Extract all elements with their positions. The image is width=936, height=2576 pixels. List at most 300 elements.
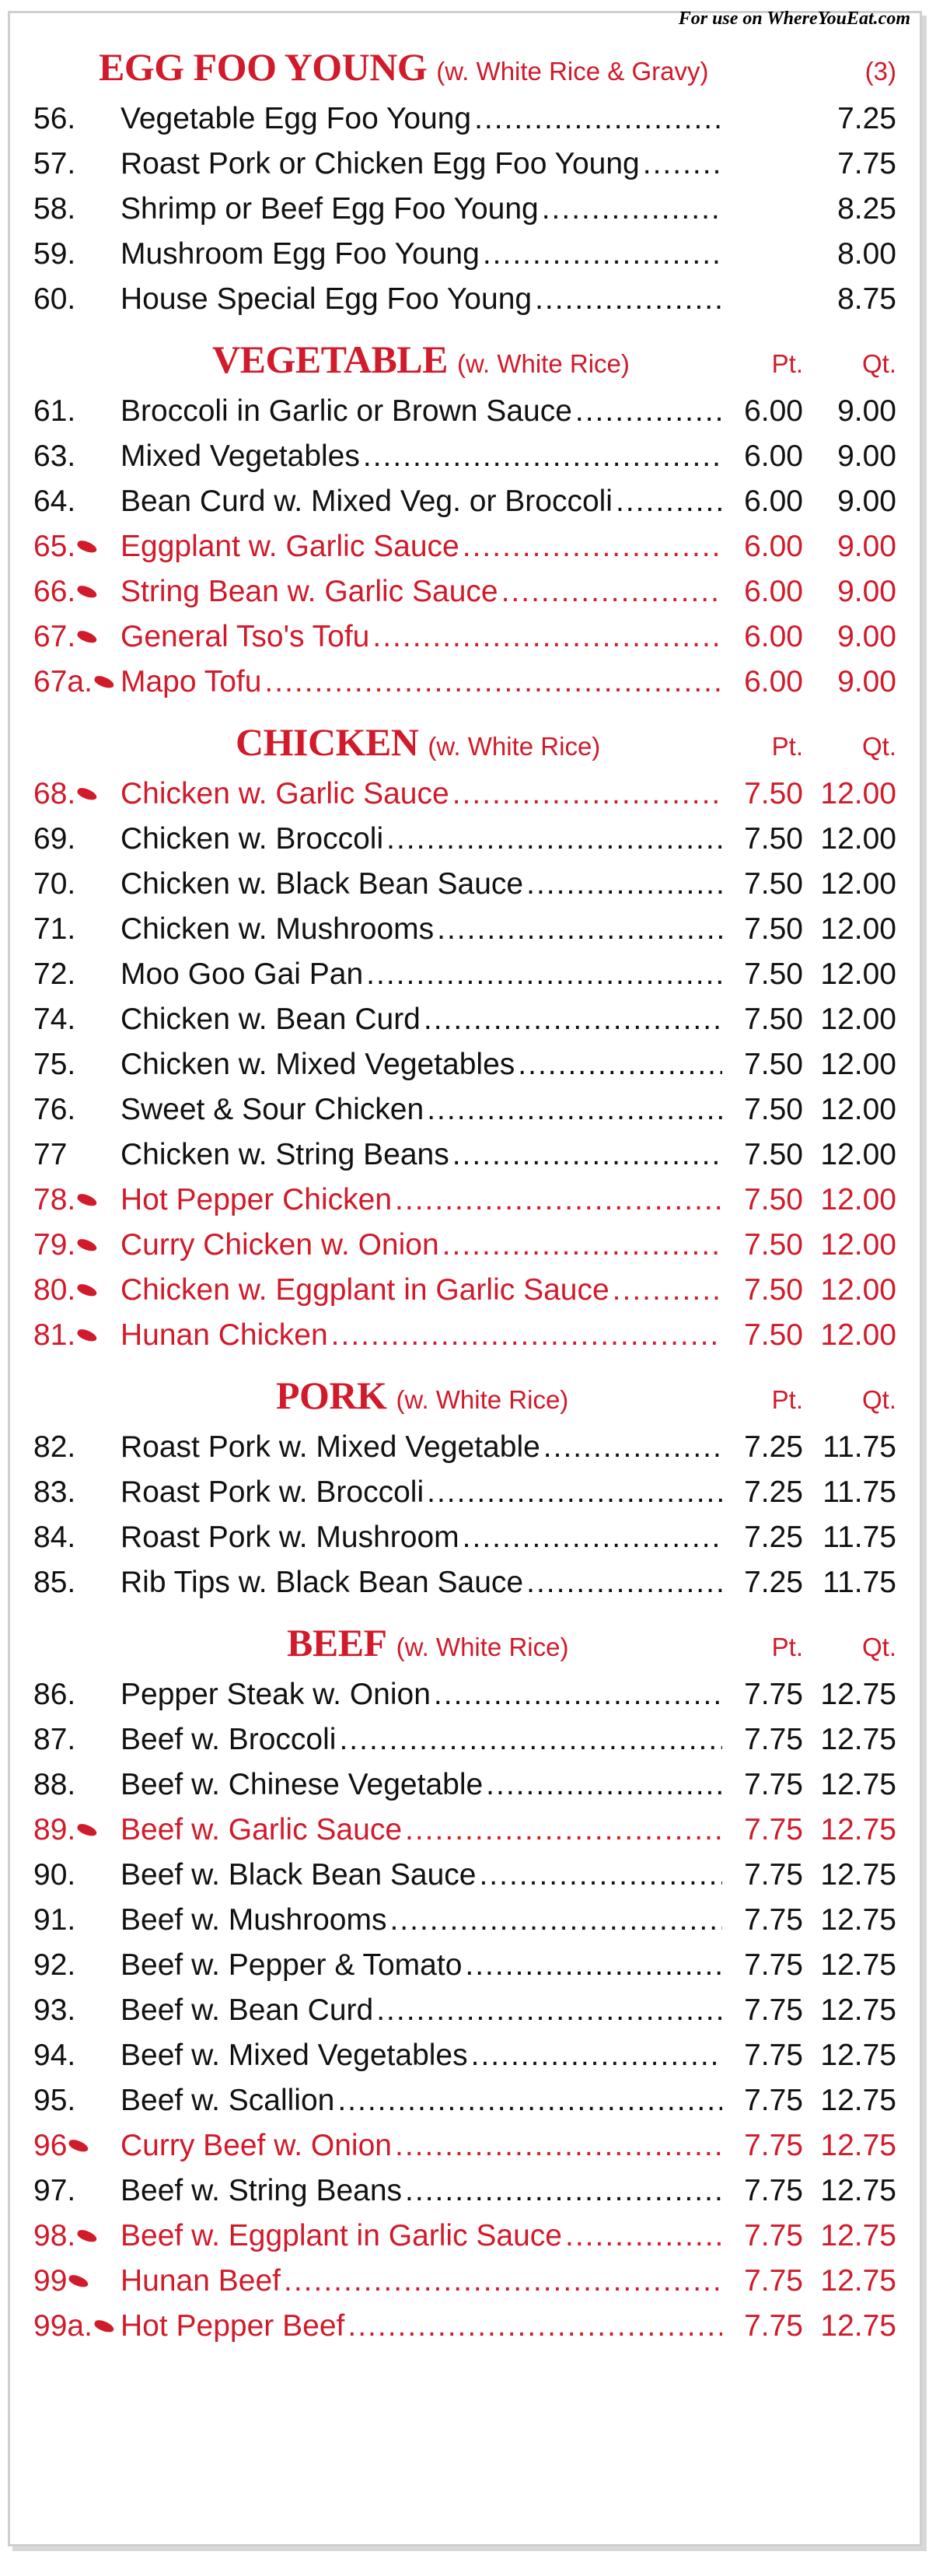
item-price-pint: 6.00 bbox=[744, 575, 803, 608]
item-price-pint: 7.75 bbox=[744, 1903, 803, 1937]
item-name: Vegetable Egg Foo Young bbox=[120, 102, 472, 135]
item-name: Hot Pepper Chicken bbox=[120, 1183, 393, 1216]
item-price-pint: 7.50 bbox=[744, 1138, 803, 1171]
item-name: Eggplant w. Garlic Sauce bbox=[120, 530, 459, 563]
item-number bbox=[33, 822, 120, 856]
item-price-pint: 7.75 bbox=[744, 2219, 803, 2252]
dot-leader bbox=[437, 912, 722, 947]
item-number-text: 71. bbox=[33, 912, 76, 946]
menu-item-row bbox=[33, 1566, 896, 1611]
item-name: Beef w. String Beans bbox=[120, 2174, 403, 2207]
item-price-quart: 12.75 bbox=[820, 1723, 896, 1756]
item-name: Hunan Beef bbox=[120, 2264, 281, 2298]
dot-leader bbox=[542, 192, 722, 226]
item-number bbox=[33, 1768, 120, 1802]
item-price-pint: 7.25 bbox=[744, 1521, 803, 1554]
item-name: Mixed Vegetables bbox=[120, 439, 360, 473]
item-price-quart: 12.75 bbox=[820, 2084, 896, 2117]
item-price-quart: 7.75 bbox=[837, 147, 896, 180]
item-price-pint: 7.75 bbox=[744, 1678, 803, 1711]
item-price-pint: 7.75 bbox=[744, 2039, 803, 2072]
item-number bbox=[33, 1948, 120, 1983]
dot-leader bbox=[479, 1858, 722, 1892]
item-price-quart: 11.75 bbox=[822, 1566, 896, 1599]
menu-item-row bbox=[33, 439, 896, 485]
hot-pepper-icon bbox=[76, 2228, 99, 2245]
item-name: Beef w. Garlic Sauce bbox=[120, 1813, 403, 1846]
item-number bbox=[33, 1138, 120, 1172]
item-number-text: 78. bbox=[33, 1183, 76, 1216]
menu-item-row bbox=[33, 620, 896, 665]
item-price-pint: 7.50 bbox=[744, 1228, 803, 1262]
item-number bbox=[33, 147, 120, 181]
menu-item-row bbox=[33, 1273, 896, 1318]
item-name: Roast Pork or Chicken Egg Foo Young bbox=[120, 147, 640, 180]
section-title: EGG FOO YOUNG bbox=[99, 45, 428, 89]
menu-item-row bbox=[33, 912, 896, 957]
item-price-pint: 7.50 bbox=[744, 1093, 803, 1126]
item-price-pint: 7.50 bbox=[744, 822, 803, 856]
item-name: Curry Chicken w. Onion bbox=[120, 1228, 439, 1262]
menu-item-row bbox=[33, 147, 896, 192]
item-number-text: 87. bbox=[33, 1723, 76, 1756]
item-price-pint: 7.50 bbox=[744, 1003, 803, 1036]
item-number-text: 60. bbox=[33, 282, 76, 316]
item-name: Chicken w. Black Bean Sauce bbox=[120, 867, 524, 901]
item-name: General Tso's Tofu bbox=[120, 620, 370, 653]
section-header-pork bbox=[33, 1373, 896, 1430]
menu-item-row bbox=[33, 485, 896, 530]
dot-leader bbox=[535, 282, 722, 317]
dot-leader bbox=[405, 2174, 722, 2208]
item-name: Moo Goo Gai Pan bbox=[120, 957, 364, 991]
item-number-text: 95. bbox=[33, 2084, 76, 2117]
item-price-pint: 7.25 bbox=[744, 1566, 803, 1599]
item-number bbox=[33, 777, 120, 811]
item-number-text: 80. bbox=[33, 1273, 76, 1307]
item-price-quart: 12.75 bbox=[820, 2174, 896, 2207]
item-price-pint: 6.00 bbox=[744, 620, 803, 653]
item-price-quart: 12.00 bbox=[820, 1228, 896, 1262]
item-price-quart: 12.75 bbox=[820, 2264, 896, 2298]
hot-pepper-icon bbox=[93, 2319, 116, 2335]
section-title: PORK bbox=[276, 1374, 387, 1417]
item-name: Shrimp or Beef Egg Foo Young bbox=[120, 192, 539, 226]
item-price-quart: 9.00 bbox=[837, 439, 896, 473]
item-number bbox=[33, 530, 120, 564]
item-name: Chicken w. Broccoli bbox=[120, 822, 384, 856]
menu-item-row bbox=[33, 1948, 896, 1993]
item-name: Chicken w. Bean Curd bbox=[120, 1003, 421, 1036]
column-header-pint: Pt. bbox=[771, 349, 803, 378]
item-name: Chicken w. String Beans bbox=[120, 1138, 449, 1171]
item-price-quart: 12.00 bbox=[820, 1093, 896, 1126]
dot-leader bbox=[643, 147, 722, 181]
item-price-quart: 12.75 bbox=[820, 1948, 896, 1982]
item-name: Chicken w. Mushrooms bbox=[120, 912, 435, 946]
item-price-quart: 12.00 bbox=[820, 1138, 896, 1171]
item-number bbox=[33, 2129, 120, 2163]
item-name: Curry Beef w. Onion bbox=[120, 2129, 392, 2162]
item-number bbox=[33, 192, 120, 226]
dot-leader bbox=[395, 2129, 722, 2163]
item-price-pint: 7.75 bbox=[744, 2264, 803, 2298]
hot-pepper-icon bbox=[76, 1822, 99, 1839]
item-number-text: 61. bbox=[33, 394, 76, 428]
dot-leader bbox=[483, 237, 722, 271]
dot-leader bbox=[331, 1318, 722, 1353]
item-price-pint: 6.00 bbox=[744, 530, 803, 563]
item-number-text: 56. bbox=[33, 102, 76, 135]
item-number-text: 79. bbox=[33, 1228, 76, 1262]
section-gap bbox=[33, 327, 896, 337]
item-number-text: 84. bbox=[33, 1521, 76, 1554]
item-price-quart: 12.00 bbox=[820, 1273, 896, 1307]
item-number-text: 59. bbox=[33, 237, 76, 271]
item-price-quart: 12.00 bbox=[820, 1318, 896, 1352]
hot-pepper-icon bbox=[93, 674, 116, 691]
dot-leader bbox=[348, 2309, 722, 2343]
item-name: Beef w. Mushrooms bbox=[120, 1903, 387, 1937]
item-price-quart: 12.75 bbox=[820, 1813, 896, 1846]
item-price-pint: 6.00 bbox=[744, 394, 803, 428]
menu-item-row bbox=[33, 282, 896, 327]
item-price-pint: 7.50 bbox=[744, 957, 803, 991]
item-number bbox=[33, 237, 120, 271]
item-price-pint: 7.50 bbox=[744, 1048, 803, 1081]
menu-item-row bbox=[33, 394, 896, 439]
item-price-quart: 12.75 bbox=[820, 1903, 896, 1937]
menu-item-row bbox=[33, 530, 896, 575]
item-name: Hot Pepper Beef bbox=[120, 2309, 345, 2343]
dot-leader bbox=[363, 439, 722, 474]
item-number bbox=[33, 575, 120, 609]
item-number-text: 65. bbox=[33, 530, 76, 563]
dot-leader bbox=[613, 1273, 722, 1307]
item-number-text: 70. bbox=[33, 867, 76, 901]
item-name: House Special Egg Foo Young bbox=[120, 282, 533, 316]
menu-list bbox=[33, 44, 896, 2354]
column-header-quart: Qt. bbox=[861, 1633, 896, 1661]
item-number-text: 99 bbox=[33, 2264, 68, 2298]
item-price-pint: 7.75 bbox=[744, 1858, 803, 1892]
menu-item-row bbox=[33, 2264, 896, 2309]
item-number-text: 64. bbox=[33, 485, 76, 518]
section-header-vegetable bbox=[33, 337, 896, 394]
item-price-quart: 12.00 bbox=[820, 822, 896, 856]
column-header-quart: Qt. bbox=[861, 1385, 896, 1414]
hot-pepper-icon bbox=[76, 786, 99, 803]
item-name: Beef w. Pepper & Tomato bbox=[120, 1948, 463, 1982]
item-number-text: 67. bbox=[33, 620, 76, 653]
item-number bbox=[33, 665, 120, 699]
dot-leader bbox=[434, 1678, 722, 1712]
hot-pepper-icon bbox=[68, 2273, 90, 2290]
item-number-text: 77 bbox=[33, 1138, 68, 1171]
item-number bbox=[33, 102, 120, 136]
item-name: Rib Tips w. Black Bean Sauce bbox=[120, 1566, 524, 1599]
section-note: (w. White Rice) bbox=[396, 1633, 569, 1661]
item-name: Broccoli in Garlic or Brown Sauce bbox=[120, 394, 572, 428]
dot-leader bbox=[339, 1723, 722, 1757]
item-number bbox=[33, 2309, 120, 2343]
item-name: Roast Pork w. Broccoli bbox=[120, 1475, 424, 1509]
menu-item-row bbox=[33, 237, 896, 282]
dot-leader bbox=[616, 485, 722, 519]
hot-pepper-icon bbox=[76, 1237, 99, 1254]
item-number bbox=[33, 439, 120, 474]
menu-item-row bbox=[33, 1003, 896, 1048]
item-number-text: 96 bbox=[33, 2129, 68, 2162]
item-price-quart: 12.75 bbox=[820, 2039, 896, 2072]
menu-item-row bbox=[33, 1183, 896, 1228]
section-note: (w. White Rice) bbox=[428, 732, 601, 761]
item-number-text: 94. bbox=[33, 2039, 76, 2072]
dot-leader bbox=[372, 620, 722, 654]
item-number-text: 72. bbox=[33, 957, 76, 991]
column-header-quart: Qt. bbox=[861, 349, 896, 378]
item-number bbox=[33, 394, 120, 429]
item-price-quart: 12.00 bbox=[820, 777, 896, 810]
menu-item-row bbox=[33, 1228, 896, 1273]
item-price-quart: 12.00 bbox=[820, 1003, 896, 1036]
item-price-pint: 6.00 bbox=[744, 665, 803, 698]
item-price-pint: 7.25 bbox=[744, 1475, 803, 1509]
dot-leader bbox=[264, 665, 722, 699]
item-price-pint: 6.00 bbox=[744, 485, 803, 518]
item-price-quart: 12.00 bbox=[820, 867, 896, 901]
item-price-pint: 7.75 bbox=[744, 2309, 803, 2343]
item-number bbox=[33, 1723, 120, 1757]
menu-item-row bbox=[33, 665, 896, 710]
item-name: Beef w. Eggplant in Garlic Sauce bbox=[120, 2219, 562, 2252]
item-price-quart: 9.00 bbox=[837, 665, 896, 698]
dot-leader bbox=[471, 2039, 722, 2073]
item-price-pint: 7.75 bbox=[744, 2129, 803, 2162]
menu-item-row bbox=[33, 192, 896, 237]
column-header-pint: Pt. bbox=[771, 1385, 803, 1414]
item-number bbox=[33, 1521, 120, 1555]
item-number bbox=[33, 1430, 120, 1465]
item-number-text: 99a. bbox=[33, 2309, 93, 2343]
item-number bbox=[33, 1093, 120, 1127]
menu-item-row bbox=[33, 867, 896, 912]
item-number bbox=[33, 282, 120, 317]
dot-leader bbox=[427, 1093, 722, 1127]
item-price-quart: 12.75 bbox=[820, 1993, 896, 2027]
item-number bbox=[33, 1318, 120, 1353]
column-header-pint: Pt. bbox=[771, 1633, 803, 1661]
item-number bbox=[33, 2084, 120, 2118]
menu-item-row bbox=[33, 2174, 896, 2219]
dot-leader bbox=[337, 2084, 722, 2118]
hot-pepper-icon bbox=[76, 539, 99, 555]
item-number bbox=[33, 2264, 120, 2298]
dot-leader bbox=[518, 1048, 722, 1082]
item-price-pint: 7.75 bbox=[744, 1813, 803, 1846]
item-number-text: 57. bbox=[33, 147, 76, 180]
item-number-text: 98. bbox=[33, 2219, 76, 2252]
item-number bbox=[33, 620, 120, 654]
item-price-quart: 12.75 bbox=[820, 1768, 896, 1801]
menu-item-row bbox=[33, 1813, 896, 1858]
item-number bbox=[33, 2039, 120, 2073]
menu-item-row bbox=[33, 2129, 896, 2174]
item-number-text: 92. bbox=[33, 1948, 76, 1982]
item-price-pint: 7.75 bbox=[744, 1993, 803, 2027]
menu-item-row bbox=[33, 1521, 896, 1566]
item-price-quart: 11.75 bbox=[822, 1430, 896, 1464]
item-number-text: 91. bbox=[33, 1903, 76, 1937]
item-number-text: 93. bbox=[33, 1993, 76, 2027]
item-price-pint: 7.75 bbox=[744, 2084, 803, 2117]
dot-leader bbox=[486, 1768, 722, 1802]
item-number bbox=[33, 2219, 120, 2253]
section-header-egg-foo-young bbox=[33, 44, 896, 102]
dot-leader bbox=[465, 1948, 722, 1983]
dot-leader bbox=[575, 394, 722, 429]
item-name: Beef w. Bean Curd bbox=[120, 1993, 374, 2027]
item-number bbox=[33, 912, 120, 947]
dot-leader bbox=[376, 1993, 722, 2028]
menu-item-row bbox=[33, 2039, 896, 2084]
item-price-quart: 12.00 bbox=[820, 1183, 896, 1216]
item-number-text: 97. bbox=[33, 2174, 76, 2207]
section-note: (w. White Rice) bbox=[457, 349, 630, 378]
item-price-quart: 12.75 bbox=[820, 2219, 896, 2252]
item-number bbox=[33, 485, 120, 519]
item-number bbox=[33, 867, 120, 901]
menu-item-row bbox=[33, 822, 896, 867]
item-name: Roast Pork w. Mixed Vegetable bbox=[120, 1430, 540, 1464]
item-number bbox=[33, 1273, 120, 1307]
menu-item-row bbox=[33, 2219, 896, 2264]
item-number-text: 75. bbox=[33, 1048, 76, 1081]
dot-leader bbox=[565, 2219, 722, 2253]
section-gap bbox=[33, 1363, 896, 1373]
item-name: Beef w. Mixed Vegetables bbox=[120, 2039, 468, 2072]
item-name: Beef w. Broccoli bbox=[120, 1723, 337, 1756]
section-title: CHICKEN bbox=[236, 720, 419, 764]
menu-item-row bbox=[33, 1048, 896, 1093]
item-number-text: 85. bbox=[33, 1566, 76, 1599]
hot-pepper-icon bbox=[76, 629, 99, 646]
section-title: BEEF bbox=[287, 1621, 387, 1664]
item-price-quart: 12.75 bbox=[820, 2129, 896, 2162]
menu-item-row bbox=[33, 1858, 896, 1903]
item-number-text: 76. bbox=[33, 1093, 76, 1126]
item-name: Beef w. Black Bean Sauce bbox=[120, 1858, 477, 1892]
item-number bbox=[33, 1183, 120, 1217]
item-price-pint: 7.50 bbox=[744, 867, 803, 901]
item-number bbox=[33, 1903, 120, 1937]
item-number bbox=[33, 1475, 120, 1510]
dot-leader bbox=[543, 1430, 722, 1465]
item-name: Mushroom Egg Foo Young bbox=[120, 237, 480, 271]
dot-leader bbox=[452, 1138, 722, 1172]
dot-leader bbox=[526, 867, 722, 901]
dot-leader bbox=[442, 1228, 722, 1262]
column-header-quart: Qt. bbox=[861, 732, 896, 761]
item-number-text: 74. bbox=[33, 1003, 76, 1036]
item-number-text: 66. bbox=[33, 575, 76, 608]
menu-item-row bbox=[33, 1993, 896, 2039]
menu-item-row bbox=[33, 1768, 896, 1813]
item-price-quart: 9.00 bbox=[837, 575, 896, 608]
item-price-quart: 12.00 bbox=[820, 912, 896, 946]
item-name: Chicken w. Eggplant in Garlic Sauce bbox=[120, 1273, 609, 1307]
hot-pepper-icon bbox=[76, 1192, 99, 1209]
menu-item-row bbox=[33, 1678, 896, 1723]
item-number-text: 83. bbox=[33, 1475, 76, 1509]
menu-item-row bbox=[33, 1430, 896, 1475]
item-number-text: 69. bbox=[33, 822, 76, 856]
section-gap bbox=[33, 1611, 896, 1620]
dot-leader bbox=[405, 1813, 722, 1847]
item-number bbox=[33, 1993, 120, 2028]
item-number bbox=[33, 1048, 120, 1082]
item-price-quart: 8.25 bbox=[837, 192, 896, 226]
item-number bbox=[33, 1858, 120, 1892]
section-title: VEGETABLE bbox=[212, 338, 448, 381]
item-number-text: 86. bbox=[33, 1678, 76, 1711]
section-note: (w. White Rice) bbox=[396, 1385, 569, 1414]
item-number-text: 89. bbox=[33, 1813, 76, 1846]
item-name: Beef w. Scallion bbox=[120, 2084, 335, 2117]
section-header-beef bbox=[33, 1620, 896, 1678]
item-price-quart: 8.00 bbox=[837, 237, 896, 271]
item-number-text: 90. bbox=[33, 1858, 76, 1892]
item-number bbox=[33, 1566, 120, 1600]
menu-item-row bbox=[33, 1903, 896, 1948]
menu-item-row bbox=[33, 777, 896, 822]
item-name: Bean Curd w. Mixed Veg. or Broccoli bbox=[120, 485, 613, 518]
item-number-text: 63. bbox=[33, 439, 76, 473]
dot-leader bbox=[463, 530, 722, 564]
item-price-pint: 7.50 bbox=[744, 1183, 803, 1216]
menu-item-row bbox=[33, 575, 896, 620]
item-price-pint: 7.25 bbox=[744, 1430, 803, 1464]
dot-leader bbox=[284, 2264, 722, 2298]
item-price-quart: 11.75 bbox=[822, 1475, 896, 1509]
menu-item-row bbox=[33, 1475, 896, 1521]
item-price-quart: 12.00 bbox=[820, 1048, 896, 1081]
item-price-pint: 7.50 bbox=[744, 1273, 803, 1307]
menu-page bbox=[8, 11, 922, 2546]
item-price-quart: 8.75 bbox=[837, 282, 896, 316]
item-price-quart: 12.75 bbox=[820, 1858, 896, 1892]
menu-item-row bbox=[33, 102, 896, 147]
item-name: Mapo Tofu bbox=[120, 665, 262, 698]
hot-pepper-icon bbox=[76, 584, 99, 600]
item-price-pint: 7.50 bbox=[744, 777, 803, 810]
dot-leader bbox=[526, 1566, 722, 1600]
item-price-quart: 12.75 bbox=[820, 2309, 896, 2343]
item-name: Roast Pork w. Mushroom bbox=[120, 1521, 459, 1554]
item-price-quart: 9.00 bbox=[837, 530, 896, 563]
item-price-pint: 7.50 bbox=[744, 912, 803, 946]
hot-pepper-icon bbox=[68, 2138, 90, 2154]
item-name: Chicken w. Garlic Sauce bbox=[120, 777, 449, 810]
item-number-text: 67a. bbox=[33, 665, 93, 698]
item-price-pint: 7.75 bbox=[744, 1768, 803, 1801]
credit-text: For use on WhereYouEat.com bbox=[678, 9, 910, 29]
item-price-pint: 7.75 bbox=[744, 1723, 803, 1756]
section-note: (w. White Rice & Gravy) bbox=[436, 57, 709, 86]
item-price-quart: 9.00 bbox=[837, 620, 896, 653]
item-number bbox=[33, 1228, 120, 1262]
item-price-pint: 6.00 bbox=[744, 439, 803, 473]
